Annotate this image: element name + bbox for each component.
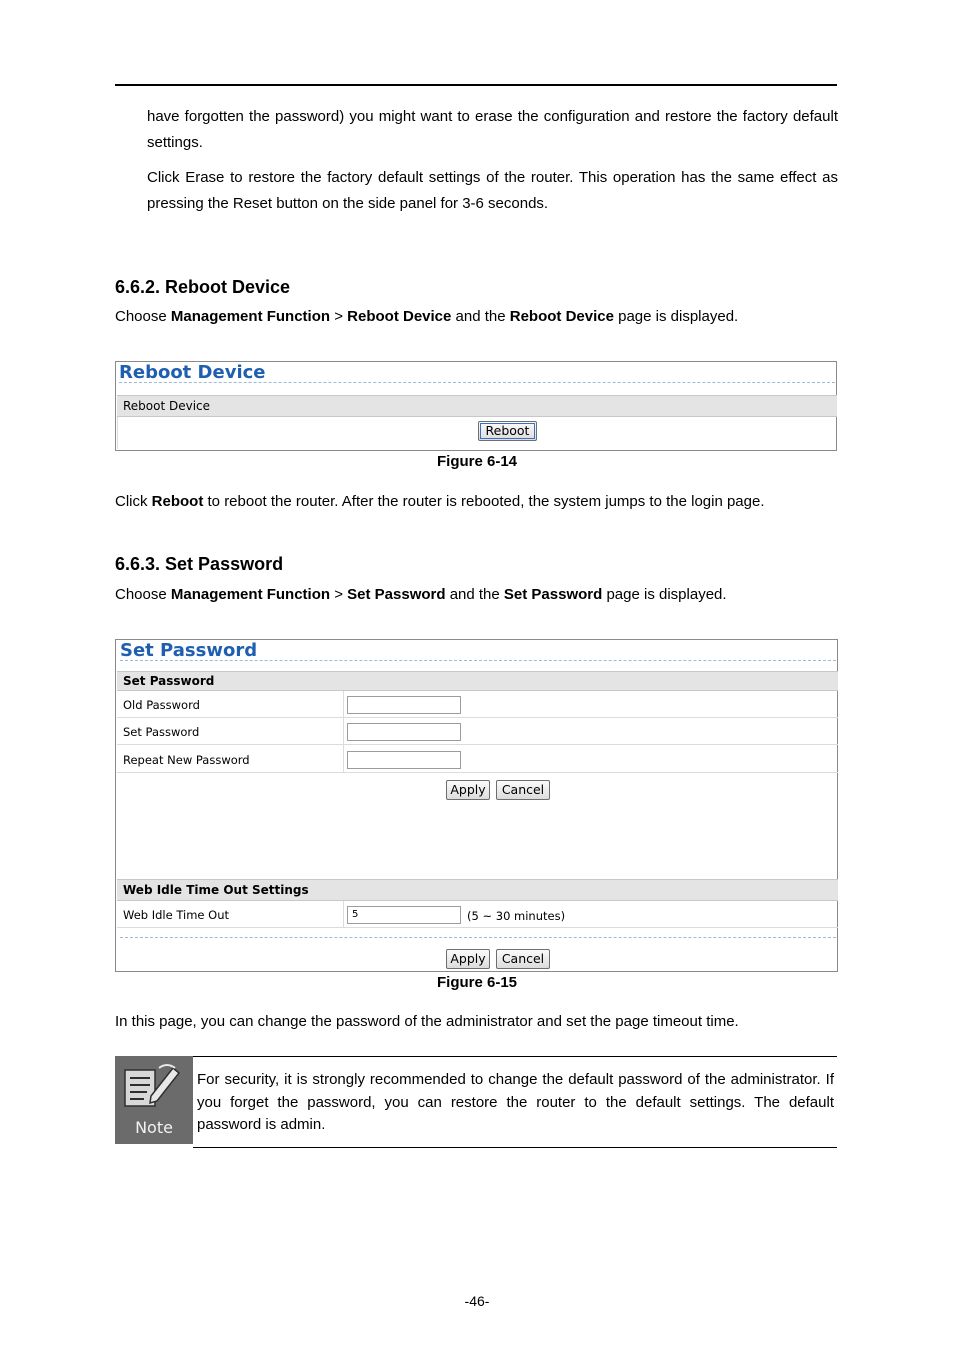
- repeat-password-row: [117, 745, 838, 773]
- repeat-password-input[interactable]: [347, 751, 461, 769]
- cancel-timeout-button[interactable]: Cancel: [496, 949, 550, 969]
- reboot-panel-title: Reboot Device: [119, 362, 266, 383]
- reboot-panel: [115, 361, 837, 451]
- note-text: For security, it is strongly recommended to change the default password of the administrator. If you forget the password, you can restore the router to the default settings. The default password is admin.: [197, 1071, 834, 1133]
- repeat-password-label: Repeat New Password: [123, 753, 250, 767]
- old-password-label: Old Password: [123, 698, 200, 712]
- intro-paragraph-1: have forgotten the password) you might want to erase the configuration and restore the factory default settings.: [147, 108, 838, 151]
- reboot-button[interactable]: Reboot: [478, 421, 537, 441]
- password-instruction: Choose Management Function > Set Password and the Set Password page is displayed.: [115, 586, 727, 603]
- cancel-button[interactable]: Cancel: [496, 780, 550, 800]
- set-password-label: Set Password: [123, 725, 200, 739]
- figure-caption-14: Figure 6-14: [436, 453, 518, 470]
- figure-caption-15: Figure 6-15: [436, 974, 518, 991]
- idle-timeout-section-header: Web Idle Time Out Settings: [117, 879, 838, 901]
- password-panel: [115, 639, 838, 972]
- note-icon: [115, 1056, 193, 1144]
- idle-timeout-hint: (5 ~ 30 minutes): [467, 909, 566, 923]
- intro-paragraph-2: Click Erase to restore the factory default settings of the router. This operation has the same effect as pressing the Reset button on the side panel for 3-6 seconds.: [147, 169, 838, 212]
- reboot-section-header: Reboot Device: [117, 395, 837, 417]
- set-password-row: [117, 718, 838, 745]
- reboot-description: Click Reboot to reboot the router. After the router is rebooted, the system jumps to the login page.: [115, 493, 765, 510]
- idle-timeout-row: [117, 901, 838, 928]
- bottom-divider: [120, 937, 836, 938]
- old-password-row: [117, 691, 838, 718]
- old-password-input[interactable]: [347, 696, 461, 714]
- reboot-heading: 6.6.2. Reboot Device: [115, 277, 291, 297]
- title-divider: [120, 660, 836, 661]
- idle-timeout-input[interactable]: 5: [347, 906, 461, 924]
- header-rule: [115, 84, 837, 86]
- note-bottom-rule: [193, 1147, 837, 1148]
- note-top-rule: [193, 1056, 837, 1057]
- note-icon-label: Note: [135, 1118, 173, 1137]
- page-number: -46-: [464, 1293, 490, 1309]
- apply-timeout-button[interactable]: Apply: [446, 949, 490, 969]
- password-heading: 6.6.3. Set Password: [115, 554, 284, 574]
- title-divider: [119, 382, 835, 383]
- apply-button[interactable]: Apply: [446, 780, 490, 800]
- set-password-section-header: Set Password: [117, 671, 838, 691]
- reboot-instruction: Choose Management Function > Reboot Device and the Reboot Device page is displayed.: [115, 308, 739, 325]
- idle-timeout-label: Web Idle Time Out: [123, 908, 229, 922]
- set-password-input[interactable]: [347, 723, 461, 741]
- password-panel-title: Set Password: [120, 640, 258, 661]
- password-description: In this page, you can change the password of the administrator and set the page timeout time.: [115, 1013, 739, 1030]
